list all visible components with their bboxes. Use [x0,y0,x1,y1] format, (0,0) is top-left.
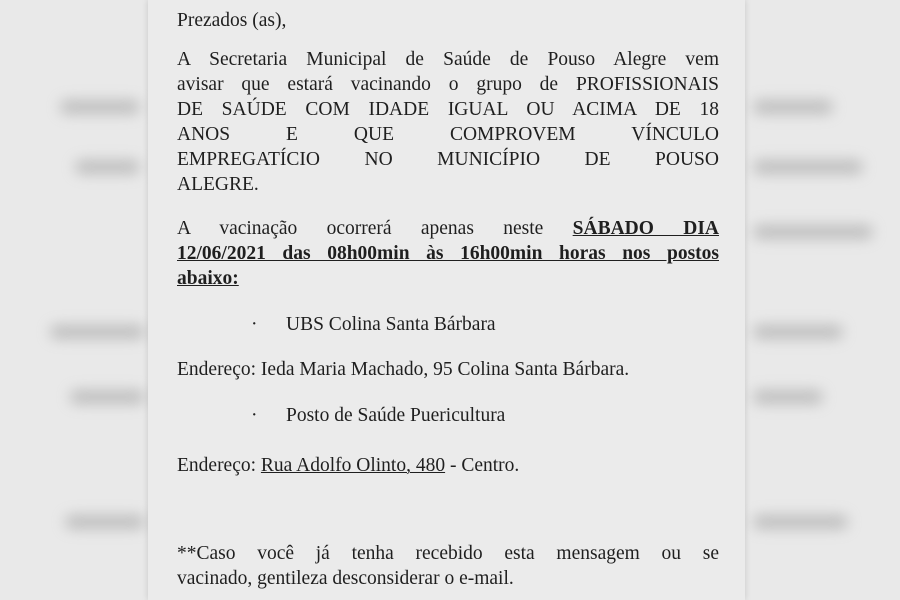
bullet-dot: · [251,314,258,335]
location-name: UBS Colina Santa Bárbara [286,314,496,335]
address-link[interactable]: Rua Adolfo Olinto, 480 [260,455,446,476]
blurred-background-left [0,0,148,600]
location-name: Posto de Saúde Puericultura [286,405,506,426]
greeting: Prezados (as), [177,10,287,31]
schedule-prefix: A vacinação ocorrerá apenas neste [177,218,573,239]
schedule-line-3: abaixo: [177,268,239,289]
location-address [177,453,719,478]
intro-line: ALEGRE. [177,174,259,195]
address-label: Endereço: [177,359,261,380]
schedule-line-1 [177,216,719,241]
location-address [177,357,719,382]
bullet-dot: · [251,405,258,426]
address-suffix: - Centro. [445,455,520,476]
blurred-background-right [745,0,900,600]
address-text: Ieda Maria Machado, 95 Colina Santa Bárbara. [260,359,630,380]
intro-line: DE SAÚDE COM IDADE IGUAL OU ACIMA DE 18 [177,99,719,120]
footnote-line: **Caso você já tenha recebido esta mensagem ou se [177,543,719,564]
footnote-line: vacinado, gentileza desconsiderar o e-mail. [177,568,514,589]
address-label: Endereço: [177,455,261,476]
intro-line: A Secretaria Municipal de Saúde de Pouso Alegre vem [177,49,719,70]
schedule-line-2: 12/06/2021 das 08h00min às 16h00min horas nos postos [177,243,719,264]
intro-line: ANOS E QUE COMPROVEM VÍNCULO [177,124,719,145]
intro-line: EMPREGATÍCIO NO MUNICÍPIO DE POUSO [177,149,719,170]
intro-line: avisar que estará vacinando o grupo de PROFISSIONAIS [177,74,719,95]
schedule-day: SÁBADO DIA [572,218,720,239]
document-page [148,0,745,600]
